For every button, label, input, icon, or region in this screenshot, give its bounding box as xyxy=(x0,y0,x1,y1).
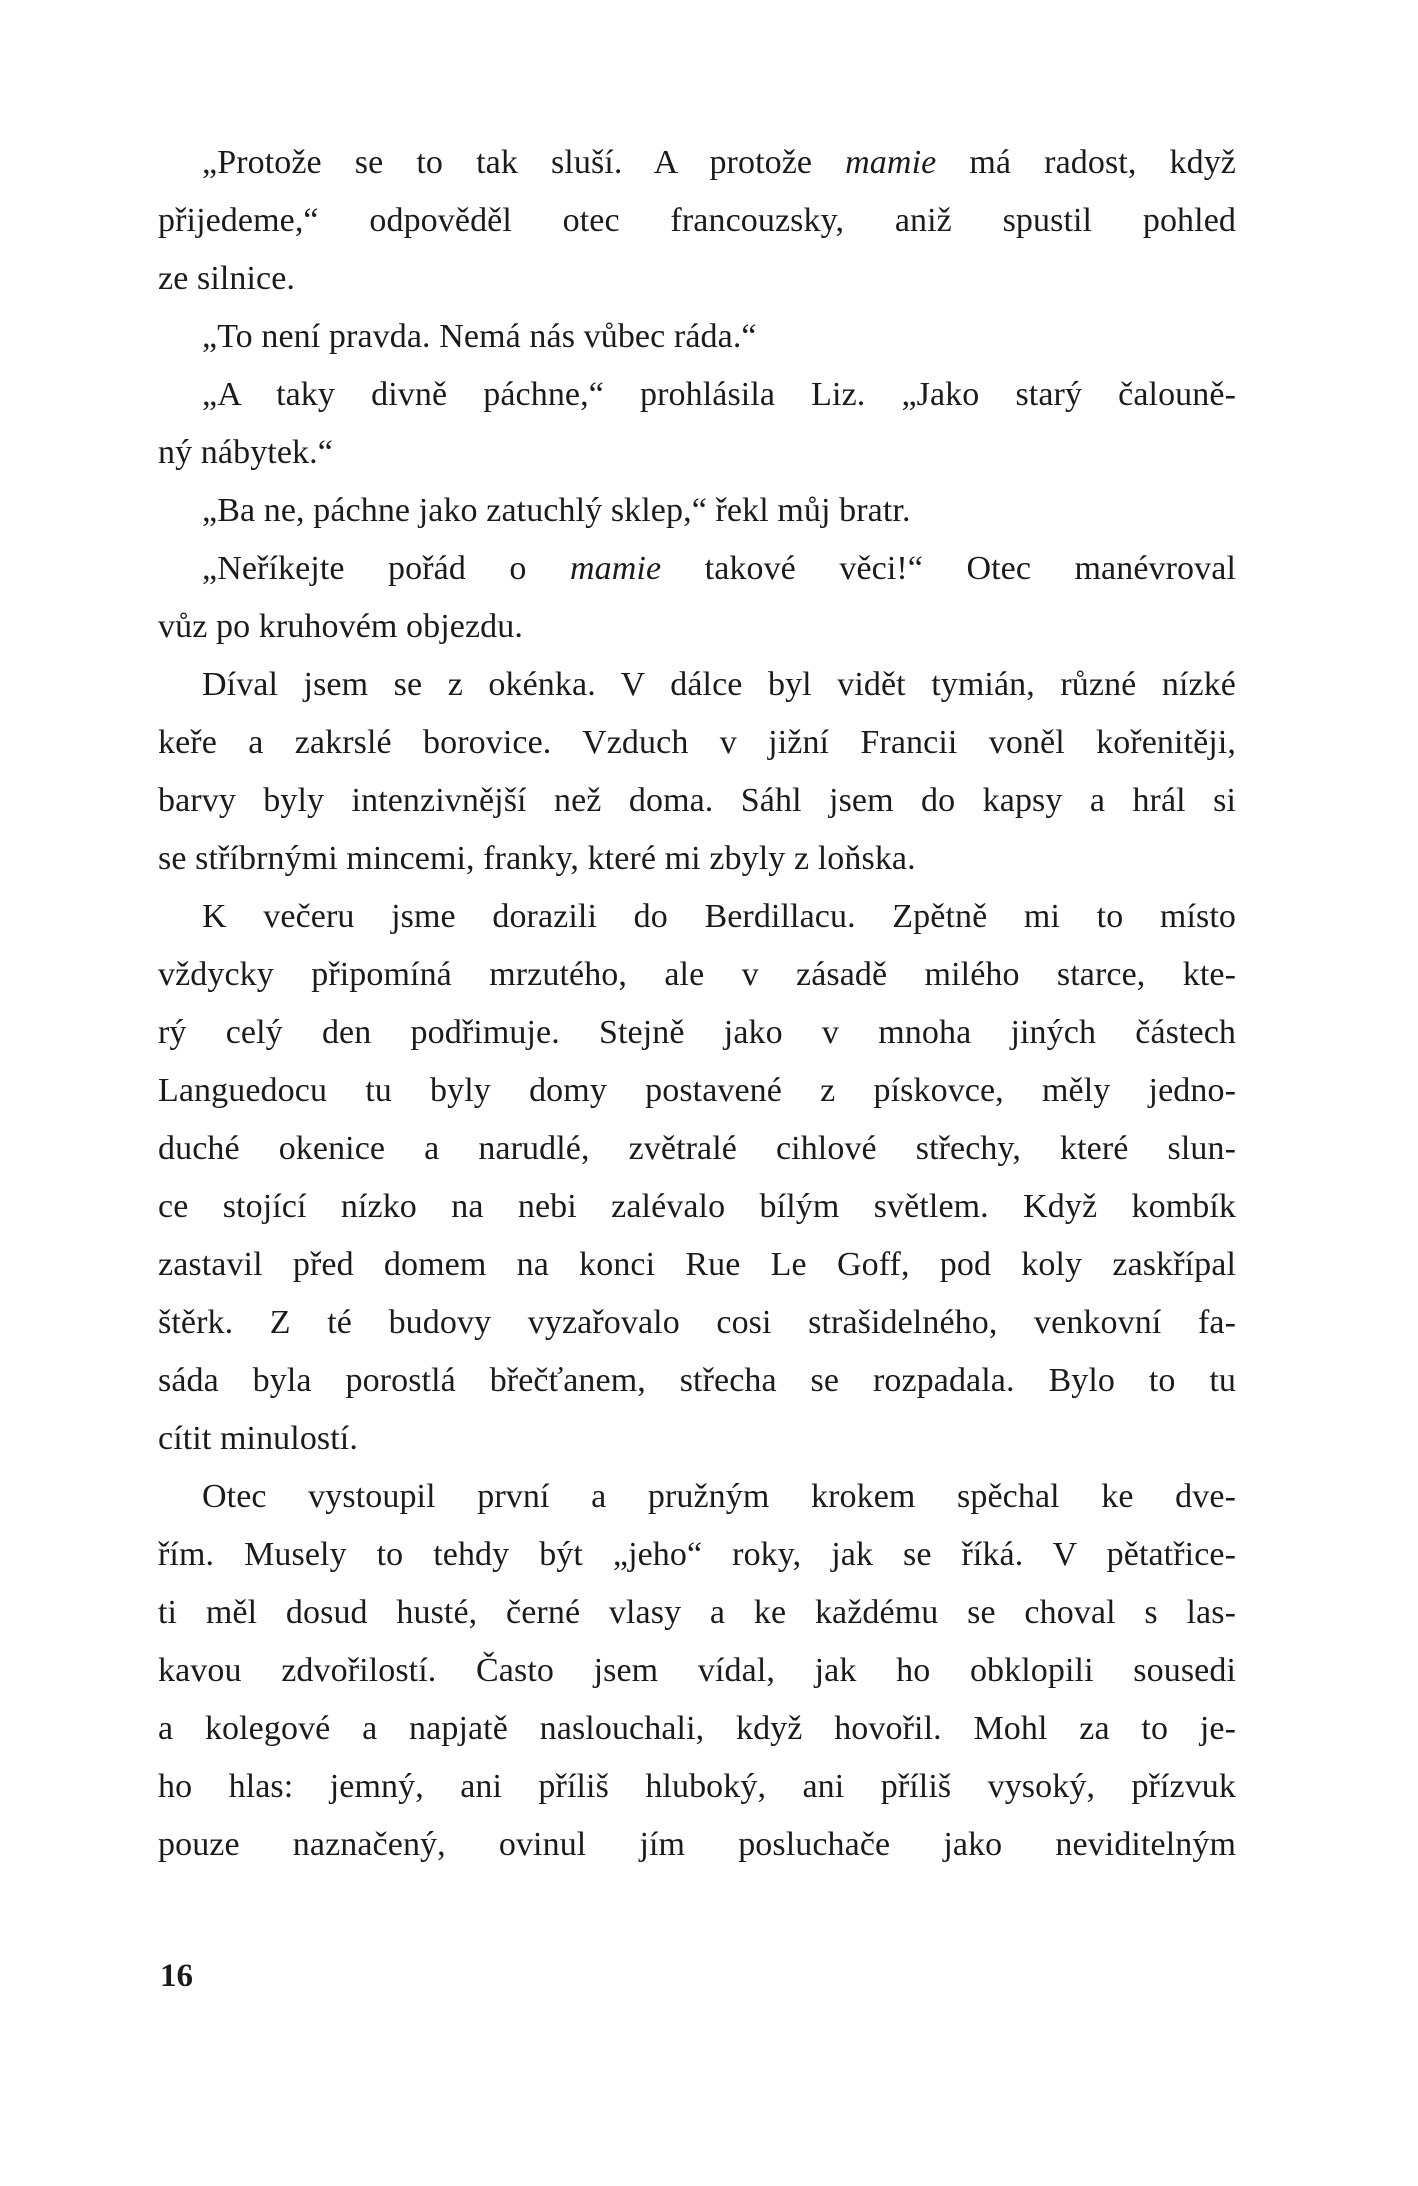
text-segment: štěrk. Z té budovy vyzařovalo cosi strašidelného, venkovní fa- xyxy=(158,1304,1236,1341)
text-line xyxy=(158,1062,1236,1120)
text-segment: se stříbrnými mincemi, franky, které mi zbyly z loňska. xyxy=(158,840,916,877)
text-line xyxy=(158,134,1236,192)
page-text xyxy=(158,134,1236,1874)
text-line xyxy=(158,714,1236,772)
text-segment: „Ba ne, páchne jako zatuchlý sklep,“ řekl můj bratr. xyxy=(202,492,911,529)
text-line xyxy=(158,540,1236,598)
text-segment: duché okenice a narudlé, zvětralé cihlové střechy, které slun- xyxy=(158,1130,1236,1167)
text-line xyxy=(158,1758,1236,1816)
paragraph xyxy=(158,366,1236,482)
paragraph xyxy=(158,656,1236,888)
text-line xyxy=(158,1120,1236,1178)
text-segment: keře a zakrslé borovice. Vzduch v jižní Francii voněl kořenitěji, xyxy=(158,724,1236,761)
text-segment: cítit minulostí. xyxy=(158,1420,358,1457)
text-segment: Díval jsem se z okénka. V dálce byl vidět tymián, různé nízké xyxy=(202,666,1236,703)
text-line xyxy=(158,1294,1236,1352)
text-line xyxy=(158,308,1236,366)
paragraph xyxy=(158,134,1236,308)
text-line xyxy=(158,1526,1236,1584)
text-segment: vždycky připomíná mrzutého, ale v zásadě milého starce, kte- xyxy=(158,956,1236,993)
text-line xyxy=(158,598,1236,656)
paragraph xyxy=(158,308,1236,366)
text-segment: rý celý den podřimuje. Stejně jako v mnoha jiných částech xyxy=(158,1014,1236,1051)
text-segment: sáda byla porostlá břečťanem, střecha se rozpadala. Bylo to tu xyxy=(158,1362,1236,1399)
text-segment: „Neříkejte pořád o xyxy=(202,550,571,587)
text-line xyxy=(158,1642,1236,1700)
text-segment: Otec vystoupil první a pružným krokem spěchal ke dve- xyxy=(202,1478,1236,1515)
text-segment: ze silnice. xyxy=(158,260,296,297)
text-segment: ti měl dosud husté, černé vlasy a ke každému se choval s las- xyxy=(158,1594,1236,1631)
text-segment: barvy byly intenzivnější než doma. Sáhl jsem do kapsy a hrál si xyxy=(158,782,1236,819)
text-line xyxy=(158,1352,1236,1410)
text-line xyxy=(158,1178,1236,1236)
text-segment: vůz po kruhovém objezdu. xyxy=(158,608,523,645)
text-segment: „A taky divně páchne,“ prohlásila Liz. „Jako starý čalouně- xyxy=(202,376,1236,413)
text-line xyxy=(158,1584,1236,1642)
text-line xyxy=(158,1004,1236,1062)
text-segment: Languedocu tu byly domy postavené z pískovce, měly jedno- xyxy=(158,1072,1236,1109)
text-segment: K večeru jsme dorazili do Berdillacu. Zpětně mi to místo xyxy=(202,898,1236,935)
italic-text: mamie xyxy=(570,550,662,587)
text-line xyxy=(158,830,1236,888)
text-segment: zastavil před domem na konci Rue Le Goff, pod koly zaskřípal xyxy=(158,1246,1236,1283)
text-line xyxy=(158,1816,1236,1874)
text-line xyxy=(158,424,1236,482)
paragraph xyxy=(158,1468,1236,1874)
text-line xyxy=(158,1236,1236,1294)
text-segment: pouze naznačený, ovinul jím posluchače jako neviditelným xyxy=(158,1826,1236,1863)
text-segment: řím. Musely to tehdy být „jeho“ roky, jak se říká. V pětatřice- xyxy=(158,1536,1236,1573)
text-segment: kavou zdvořilostí. Často jsem vídal, jak ho obklopili sousedi xyxy=(158,1652,1236,1689)
text-segment: přijedeme,“ odpověděl otec francouzsky, aniž spustil pohled xyxy=(158,202,1236,239)
paragraph xyxy=(158,482,1236,540)
text-segment: má radost, když xyxy=(936,144,1236,181)
text-segment: „To není pravda. Nemá nás vůbec ráda.“ xyxy=(202,318,757,355)
page-number: 16 xyxy=(160,1958,193,1994)
text-line xyxy=(158,250,1236,308)
text-line xyxy=(158,1468,1236,1526)
text-segment: ce stojící nízko na nebi zalévalo bílým světlem. Když kombík xyxy=(158,1188,1236,1225)
text-line xyxy=(158,366,1236,424)
paragraph xyxy=(158,540,1236,656)
text-segment: ný nábytek.“ xyxy=(158,434,333,471)
text-segment: „Protože se to tak sluší. A protože xyxy=(202,144,846,181)
text-segment: takové věci!“ Otec manévroval xyxy=(661,550,1236,587)
text-segment: ho hlas: jemný, ani příliš hluboký, ani příliš vysoký, přízvuk xyxy=(158,1768,1236,1805)
text-line xyxy=(158,482,1236,540)
text-line xyxy=(158,656,1236,714)
text-segment: a kolegové a napjatě naslouchali, když hovořil. Mohl za to je- xyxy=(158,1710,1236,1747)
text-line xyxy=(158,772,1236,830)
text-line xyxy=(158,192,1236,250)
paragraph xyxy=(158,888,1236,1468)
italic-text: mamie xyxy=(845,144,937,181)
text-line xyxy=(158,1410,1236,1468)
text-line xyxy=(158,888,1236,946)
text-line xyxy=(158,1700,1236,1758)
text-line xyxy=(158,946,1236,1004)
